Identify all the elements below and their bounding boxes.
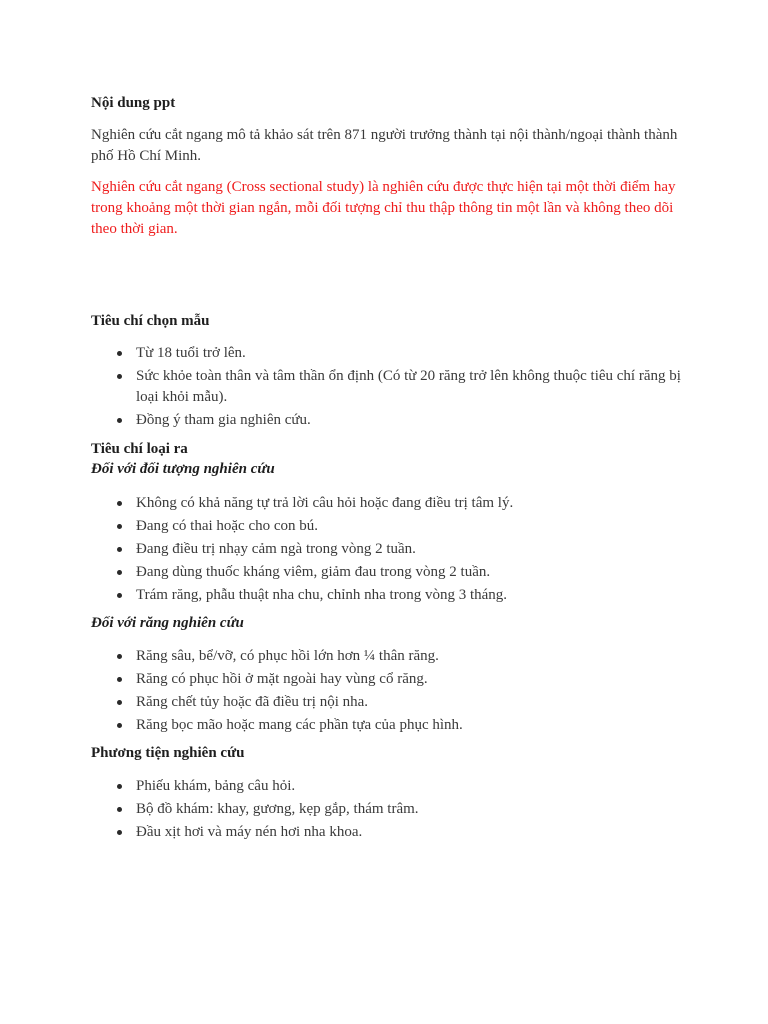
- content-heading: Nội dung ppt: [91, 95, 176, 111]
- inclusion-list: [91, 343, 681, 433]
- list-item: [91, 562, 681, 583]
- list-item: [91, 822, 681, 843]
- list-item: [91, 366, 681, 408]
- exclusion-subjects-list: [91, 493, 681, 608]
- definition-paragraph: Nghiên cứu cắt ngang (Cross sectional study) là nghiên cứu được thực hiện tại một thời điểm hay trong khoảng một thời gian ngắn, mỗi đối tượng chỉ thu thập thông tin một lần và không theo dõi theo thời gian.: [91, 179, 676, 237]
- list-item: [91, 410, 681, 431]
- exclusion-teeth-heading: Đối với răng nghiên cứu: [91, 615, 244, 631]
- list-item-text: Răng bọc mão hoặc mang các phần tựa của phục hình.: [136, 717, 463, 733]
- bullet-icon: [117, 547, 122, 552]
- list-item: [91, 776, 681, 797]
- list-item-text: Đang điều trị nhạy cảm ngà trong vòng 2 tuần.: [136, 541, 416, 557]
- list-item-text: Răng sâu, bể/vỡ, có phục hồi lớn hơn ¼ thân răng.: [136, 648, 439, 664]
- bullet-icon: [117, 700, 122, 705]
- list-item: [91, 493, 681, 514]
- list-item: [91, 669, 681, 690]
- bullet-icon: [117, 654, 122, 659]
- list-item: [91, 799, 681, 820]
- list-item: [91, 715, 681, 736]
- exclusion-heading: Tiêu chí loại ra: [91, 441, 188, 457]
- list-item-text: Bộ đồ khám: khay, gương, kẹp gắp, thám trâm.: [136, 801, 419, 817]
- intro-paragraph: Nghiên cứu cắt ngang mô tả khảo sát trên 871 người trưởng thành tại nội thành/ngoại thành thành phố Hồ Chí Minh.: [91, 127, 678, 164]
- bullet-icon: [117, 374, 122, 379]
- bullet-icon: [117, 677, 122, 682]
- bullet-icon: [117, 501, 122, 506]
- bullet-icon: [117, 830, 122, 835]
- list-item-text: Đầu xịt hơi và máy nén hơi nha khoa.: [136, 824, 363, 840]
- exclusion-teeth-list: [91, 646, 681, 738]
- bullet-icon: [117, 418, 122, 423]
- bullet-icon: [117, 351, 122, 356]
- list-item: [91, 692, 681, 713]
- list-item-text: Đang dùng thuốc kháng viêm, giảm đau trong vòng 2 tuần.: [136, 564, 491, 580]
- bullet-icon: [117, 570, 122, 575]
- list-item: [91, 646, 681, 667]
- list-item-text: Đang có thai hoặc cho con bú.: [136, 518, 319, 534]
- list-item-text: Trám răng, phẫu thuật nha chu, chỉnh nha trong vòng 3 tháng.: [136, 587, 508, 603]
- list-item-text: Đồng ý tham gia nghiên cứu.: [136, 412, 311, 428]
- list-item: [91, 516, 681, 537]
- list-item-text: Từ 18 tuổi trở lên.: [136, 345, 246, 361]
- bullet-icon: [117, 723, 122, 728]
- bullet-icon: [117, 807, 122, 812]
- list-item-text: Sức khỏe toàn thân và tâm thần ổn định (Có từ 20 răng trở lên không thuộc tiêu chí răng bị loại khỏi mẫu).: [136, 368, 681, 405]
- list-item-text: Phiếu khám, bảng câu hỏi.: [136, 778, 296, 794]
- equipment-heading: Phương tiện nghiên cứu: [91, 745, 245, 761]
- list-item: [91, 585, 681, 606]
- inclusion-heading: Tiêu chí chọn mẫu: [91, 313, 210, 329]
- list-item-text: Răng chết tủy hoặc đã điều trị nội nha.: [136, 694, 369, 710]
- bullet-icon: [117, 593, 122, 598]
- list-item-text: Không có khả năng tự trả lời câu hỏi hoặc đang điều trị tâm lý.: [136, 495, 514, 511]
- list-item: [91, 539, 681, 560]
- equipment-list: [91, 776, 681, 845]
- exclusion-subjects-heading: Đối với đối tượng nghiên cứu: [91, 461, 275, 477]
- list-item-text: Răng có phục hồi ở mặt ngoài hay vùng cổ răng.: [136, 671, 428, 687]
- list-item: [91, 343, 681, 364]
- bullet-icon: [117, 784, 122, 789]
- bullet-icon: [117, 524, 122, 529]
